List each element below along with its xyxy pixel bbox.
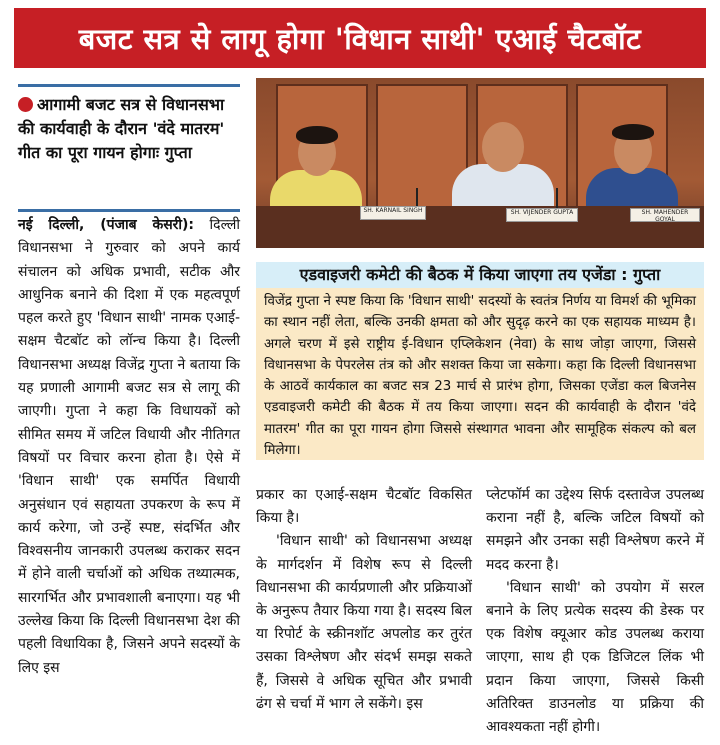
article-column-2 [256, 484, 472, 716]
column2-para-1: प्रकार का एआई-सक्षम चैटबॉट विकसित किया है। [256, 487, 472, 527]
caption-body: विजेंद्र गुप्ता ने स्पष्ट किया कि 'विधान साथी' सदस्यों के स्वतंत्र निर्णय या विमर्श की भूमिका का स्थान नहीं लेता, बल्कि उनकी क्षमता को और सुदृढ़ करने का एक सहायक माध्यम है। अगले चरण में इसे राष्ट्रीय ई-विधान एप्लिकेशन (नेवा) के साथ जोड़ा जाएगा, जिससे विधानसभा के पेपरलेस तंत्र को और सशक्त किया जा सकेगा। कहा कि दिल्ली विधानसभा के आठवें कार्यकाल का बजट सत्र 23 मार्च से प्रारंभ होगा, जिसका एजेंडा कल बिजनेस एडवाइजरी कमेटी की बैठक में तय किया जाएगा। सदन की कार्यवाही के दौरान 'वंदे मातरम' गीत का पूरा गायन होगा जिससे संस्थागत भावना और सामूहिक संकल्प को बल मिलेगा। [256, 288, 704, 460]
subheadline [18, 93, 240, 165]
subheadline-box [18, 84, 240, 212]
column3-para-2: 'विधान साथी' को उपयोग में सरल बनाने के लिए प्रत्येक सदस्य की डेस्क पर एक विशेष क्यूआर कोड उपलब्ध कराया जाएगा, साथ ही एक डिजिटल लिंक भी प्रदान किया जाएगा, जिससे किसी अतिरिक्त डाउनलोड या प्रक्रिया की आवश्यकता नहीं होगी। [486, 579, 704, 736]
article-column-3 [486, 484, 704, 739]
column1-text: दिल्ली विधानसभा ने गुरुवार को अपने कार्य संचालन को अधिक प्रभावी, सटीक और आधुनिक बनाने की दिशा में एक महत्वपूर्ण पहल करते हुए 'विधान साथी' नामक एआई-सक्षम चैटबॉट को लॉन्च किया है। दिल्ली विधानसभा अध्यक्ष विजेंद्र गुप्ता ने बताया कि यह प्रणाली आगामी बजट सत्र से लागू की जाएगी। गुप्ता ने कहा कि विधायकों को सीमित समय में जटिल विधायी और नीतिगत विषयों पर विचार करना होता है। ऐसे में 'विधान साथी' एक समर्पित विधायी अनुसंधान एवं सहायता उपकरण के रूप में कार्य करेगा, जो उन्हें स्पष्ट, संदर्भित और विश्वसनीय जानकारी उपलब्ध कराकर सदन में होने वाली चर्चाओं को अधिक तथ्यात्मक, सारगर्भित और प्रभावशाली बनाएगा। यह भी उल्लेख किया कि दिल्ली विधानसभा देश की पहली विधायिका है, जिसने अपने सदस्यों के लिए इस [18, 217, 241, 676]
subheadline-text: आगामी बजट सत्र से विधानसभा की कार्यवाही के दौरान 'वंदे मातरम' गीत का पूरा गायन होगाः गुप्ता [18, 95, 225, 162]
dateline: नई दिल्ली, (पंजाब केसरी): [18, 217, 195, 233]
headline-banner [14, 8, 706, 68]
article-column-1 [18, 214, 240, 680]
column2-para-2: 'विधान साथी' को विधानसभा अध्यक्ष के मार्गदर्शन में विशेष रूप से दिल्ली विधानसभा की कार्यप्रणाली और प्रक्रियाओं के अनुरूप तैयार किया गया है। सदस्य बिल या रिपोर्ट के स्क्रीनशॉट अपलोड कर तुरंत उसका विश्लेषण और संदर्भ समझ सकते हैं, जिससे वे अधिक सूचित और प्रभावी ढंग से चर्चा में भाग ले सकेंगे। इस [256, 533, 472, 712]
nameplate-left: SH. KARNAIL SINGH [360, 206, 426, 220]
column3-para-1: प्लेटफॉर्म का उद्देश्य सिर्फ दस्तावेज उपलब्ध कराना नहीं है, बल्कि जटिल विषयों को समझने और उनका सही विश्लेषण करने में मदद करना है। [486, 487, 704, 573]
nameplate-center: SH. VIJENDER GUPTA [506, 208, 578, 222]
bullet-dot-icon [18, 97, 33, 112]
caption-heading: एडवाइजरी कमेटी की बैठक में किया जाएगा तय एजेंडा : गुप्ता [256, 262, 704, 288]
nameplate-right: SH. MAHENDER GOYAL [630, 208, 700, 222]
headline: बजट सत्र से लागू होगा 'विधान साथी' एआई चैटबॉट [78, 21, 642, 56]
news-photo [256, 78, 704, 248]
